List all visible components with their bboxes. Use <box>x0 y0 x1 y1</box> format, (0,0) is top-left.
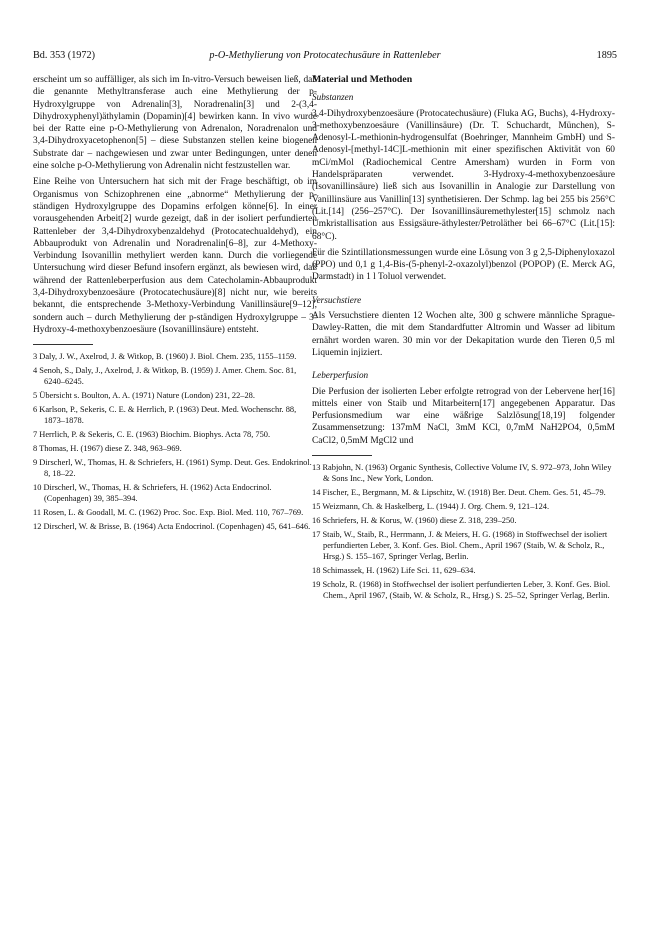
footnote-3: 3 Daly, J. W., Axelrod, J. & Witkop, B. (1960) J. Biol. Chem. 235, 1155–1159. <box>33 352 297 362</box>
footnote-6: 6 Karlson, P., Sekeris, C. E. & Herrlich, P. (1963) Deut. Med. Wochenschr. 88, 1873–1878. <box>33 405 297 426</box>
footnote-divider <box>33 344 93 345</box>
paragraph-versuchstiere: Als Versuchstiere dienten 12 Wochen alte, 300 g schwere männliche Sprague-Dawley-Ratten, die mit dem Standardfutter Altromin und Wasser ad libitum ernährt worden waren. 30 min vor der Dekapitation wurde den Tieren 0,5 ml Liquemin injiziert. <box>312 311 615 358</box>
running-title: p-O-Methylierung von Protocatechusäure in Rattenleber <box>209 50 441 61</box>
subheading-substanzen: Substanzen <box>312 92 354 103</box>
page-number: 1895 <box>596 50 617 61</box>
footnote-14: 14 Fischer, E., Bergmann, M. & Lipschitz, W. (1918) Ber. Deut. Chem. Ges. 51, 45–79. <box>312 488 606 498</box>
footnote-4: 4 Senoh, S., Daly, J., Axelrod, J. & Witkop, B. (1959) J. Amer. Chem. Soc. 81, 6240–6245. <box>33 366 297 387</box>
paragraph-substanzen: 3,4-Dihydroxybenzoesäure (Protocatechusäure) (Fluka AG, Buchs), 4-Hydroxy-3-methoxybenzoesäure (Vanillinsäure) (Dr. T. Schuchardt, München), S-Adenosyl-L-methionin-hydrogensulfat (Boehringer, Mannheim GmbH) und S-Adenosyl-[methyl-14C]L-methionin mit einer spezifischen Aktivität von 60 mCi/mMol (Radiochemical Centre Amersham) wurden in Form von Handelspräparaten verwendet. 3-Hydroxy-4-methoxybenzoesäure (Isovanillinsäure) ließ sich aus Isovanillin in Analogie zur Darstellung von Vanillinsäure aus Vanillin[13] synthetisieren. Der Schmp. lag bei 255 bis 256°C (Lit.[14] (256–257°C). Der Isovanillinsäuremethylester[15] schmolz nach Umkristallisation aus Essigsäure-äthylester/Petroläther bei 66–67°C (Lit.[15]: 68°C). <box>312 108 615 242</box>
subheading-leberperfusion: Leberperfusion <box>312 370 369 381</box>
footnote-18: 18 Schimassek, H. (1962) Life Sci. 11, 629–634. <box>312 566 476 576</box>
journal-volume: Bd. 353 (1972) <box>33 50 95 61</box>
footnote-16: 16 Schriefers, H. & Korus, W. (1960) diese Z. 318, 239–250. <box>312 516 517 526</box>
footnote-15: 15 Weizmann, Ch. & Haskelberg, L. (1944) J. Org. Chem. 9, 121–124. <box>312 502 550 512</box>
page-header <box>33 50 617 64</box>
subheading-versuchstiere: Versuchstiere <box>312 294 362 305</box>
footnote-10: 10 Dirscherl, W., Thomas, H. & Schriefers, H. (1962) Acta Endocrinol. (Copenhagen) 39, 385–394. <box>33 483 272 504</box>
paragraph-schizophrenia: Eine Reihe von Untersuchern hat sich mit der Frage beschäftigt, ob im Organismus von Schizophrenen eine „abnorme“ Methylierung der p-ständigen Hydroxylgruppe des Dopamins erfolgen könne[6]. In einer vorausgehenden Arbeit[2] wurde gezeigt, daß in der isoliert perfundierten Rattenleber der 3,4-Dihydroxybenzaldehyd (Protocatechualdehyd), ein Abbauprodukt von Adrenalin und Noradrenalin[6–8], zur 4-Methoxy-Verbindung Isovanillin methyliert werden kann. Durch die vorliegende Untersuchung wird dieser Befund insofern ergänzt, als bewiesen wird, daß während der Rattenleberperfusion aus dem Catecholamin-Abbauprodukt 3,4-Dihydroxybenzoesäure (Protocatechusäure)[8] nicht nur, wie bereits bekannt, die entsprechende 3-Methoxy-Verbindung Vanillinsäure[9–12], sondern auch – durch Methylierung der p-ständigen Hydroxylgruppe – 3-Hydroxy-4-methoxybenzoesäure (Isovanillinsäure) entsteht. <box>33 177 317 335</box>
left-column <box>33 74 317 535</box>
footnote-11: 11 Rosen, L. & Goodall, M. C. (1962) Proc. Soc. Exp. Biol. Med. 110, 767–769. <box>33 508 304 518</box>
footnote-12: 12 Dirscherl, W. & Brisse, B. (1964) Acta Endocrinol. (Copenhagen) 45, 641–646. <box>33 522 311 532</box>
paragraph-szintillation: Für die Szintillationsmessungen wurde eine Lösung von 3 g 2,5-Diphenyloxazol (PPO) und 0,1 g 1,4-Bis-(5-phenyl-2-oxazolyl)benzol (POPOP) (E. Merck AG, Darmstadt) in 1 l Toluol verwendet. <box>312 247 615 283</box>
footnote-19: 19 Scholz, R. (1968) in Stoffwechsel der isoliert perfundierten Leber, 3. Konf. Ges. Biol. Chem., April 1967, (Staib, W. & Scholz, R., Hrsg.) S. 25–52, Springer Verlag, Berlin. <box>312 580 611 601</box>
footnote-8: 8 Thomas, H. (1967) diese Z. 348, 963–969. <box>33 444 182 454</box>
footnote-7: 7 Herrlich, P. & Sekeris, C. E. (1963) Biochim. Biophys. Acta 78, 750. <box>33 430 271 440</box>
footnote-5: 5 Übersicht s. Boulton, A. A. (1971) Nature (London) 231, 22–28. <box>33 391 255 401</box>
footnote-9: 9 Dirscherl, W., Thomas, H. & Schriefers, H. (1961) Symp. Deut. Ges. Endokrinol. 8, 18–22. <box>33 458 312 479</box>
paragraph-leberperfusion: Die Perfusion der isolierten Leber erfolgte retrograd von der Lebervene her[16] mittels einer von Staib und Mitarbeitern[17] angegebenen Apparatur. Das Perfusionsmedium war eine wäßrige Salzlösung[18,19] folgender Zusammensetzung: 137mM NaCl, 3mM KCl, 0,7mM NaH2PO4, 0,5mM CaCl2, 0,5mM MgCl2 und <box>312 386 615 446</box>
footnote-17: 17 Staib, W., Staib, R., Herrmann, J. & Meiers, H. G. (1968) in Stoffwechsel der isoliert perfundierten Leber, 3. Konf. Ges. Biol. Chem., April 1967 (Staib, W. & Scholz, R., Hrsg.) S. 155–167, Springer Verlag, Berlin. <box>312 530 608 562</box>
right-column <box>312 74 615 604</box>
footnote-13: 13 Rabjohn, N. (1963) Organic Synthesis, Collective Volume IV, S. 972–973, John Wiley & Sons Inc., New York, London. <box>312 463 612 484</box>
section-heading-material: Material und Methoden <box>312 74 413 85</box>
footnote-divider-right <box>312 455 372 456</box>
paragraph-intro-continued: erscheint um so auffälliger, als sich im In-vitro-Versuch beweisen ließ, daß die genannte Methyltransferase auch eine Methylierung der p-Hydroxylgruppe von Adrenalin[3], Noradrenalin[3] und 2-(3,4-Dihydroxyphenyl)äthylamin (Dopamin)[4] bewirken kann. In vivo wurde bei der Ratte eine p-O-Methylierung von Adrenalon, Noradrenalon und 3,4-Dihydroxyacetophenon[5] – diese Substanzen stellen keine biogenen Substrate dar – nachgewiesen und zwar unter Bedingungen, unter denen eine solche p-O-Methylierung von Adrenalin nicht festzustellen war. <box>33 75 317 172</box>
